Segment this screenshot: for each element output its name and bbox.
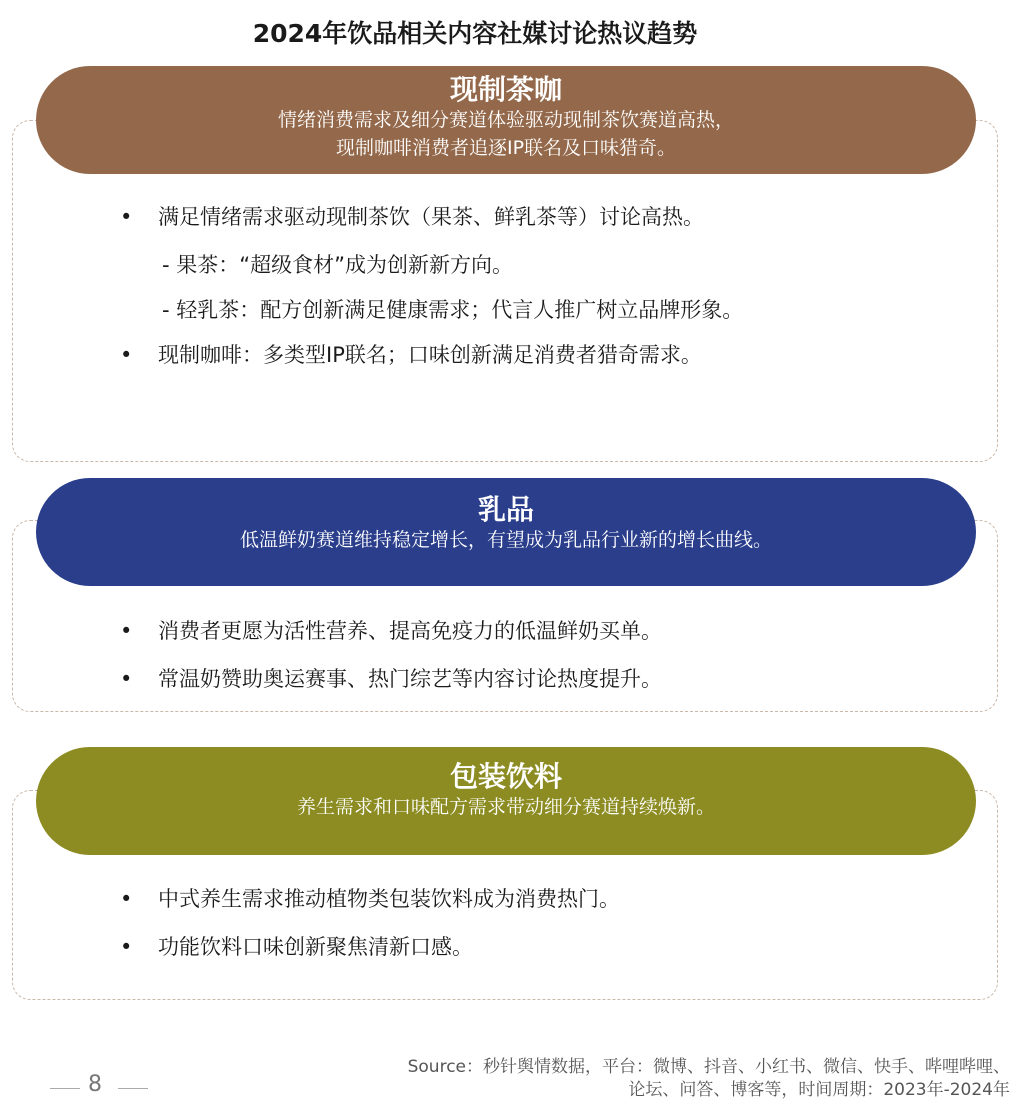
source-note xyxy=(290,1056,1010,1102)
bullet-list-tea-coffee xyxy=(118,204,992,390)
bullet-list-packaged-beverages xyxy=(118,886,992,982)
list-item: • 功能饮料口味创新聚焦清新口感。 xyxy=(118,934,992,982)
list-item: • 满足情绪需求驱动现制茶饮（果茶、鲜乳茶等）讨论高热。 xyxy=(118,204,992,252)
section-heading: 包装饮料 xyxy=(449,760,562,793)
page-number: 8 xyxy=(88,1072,102,1097)
banner-tea-coffee xyxy=(36,66,976,174)
page-title: 2024年饮品相关内容社媒讨论热议趋势 xyxy=(252,19,698,48)
page-number-rule-left xyxy=(50,1088,80,1089)
page-number-rule-right xyxy=(118,1088,148,1089)
list-item: • 中式养生需求推动植物类包装饮料成为消费热门。 xyxy=(118,886,992,934)
banner-dairy xyxy=(36,478,976,586)
list-subitem: - 轻乳茶：配方创新满足健康需求；代言人推广树立品牌形象。 xyxy=(162,298,744,322)
section-subtitle: 现制咖啡消费者追逐IP联名及口味猎奇。 xyxy=(335,136,677,159)
section-subtitle: 养生需求和口味配方需求带动细分赛道持续焕新。 xyxy=(296,796,715,818)
list-item: • 消费者更愿为活性营养、提高免疫力的低温鲜奶买单。 xyxy=(118,618,992,666)
banner-packaged-beverages xyxy=(36,747,976,855)
section-heading: 现制茶咖 xyxy=(449,73,562,106)
section-subtitle: 情绪消费需求及细分赛道体验驱动现制茶饮赛道高热， xyxy=(277,109,734,131)
section-subtitle: 低温鲜奶赛道维持稳定增长，有望成为乳品行业新的增长曲线。 xyxy=(239,529,772,551)
section-heading: 乳品 xyxy=(477,493,534,526)
source-line: 论坛、问答、博客等，时间周期：2023年-2024年 xyxy=(628,1079,1010,1100)
source-line: Source：秒针舆情数据，平台：微博、抖音、小红书、微信、快手、哔哩哔哩、 xyxy=(407,1057,1010,1077)
list-item: • 现制咖啡：多类型IP联名；口味创新满足消费者猎奇需求。 xyxy=(118,342,992,390)
bullet-list-dairy xyxy=(118,618,992,714)
list-subitem: - 果茶：“超级食材”成为创新新方向。 xyxy=(162,253,514,277)
list-item: • 常温奶赞助奥运赛事、热门综艺等内容讨论热度提升。 xyxy=(118,666,992,714)
